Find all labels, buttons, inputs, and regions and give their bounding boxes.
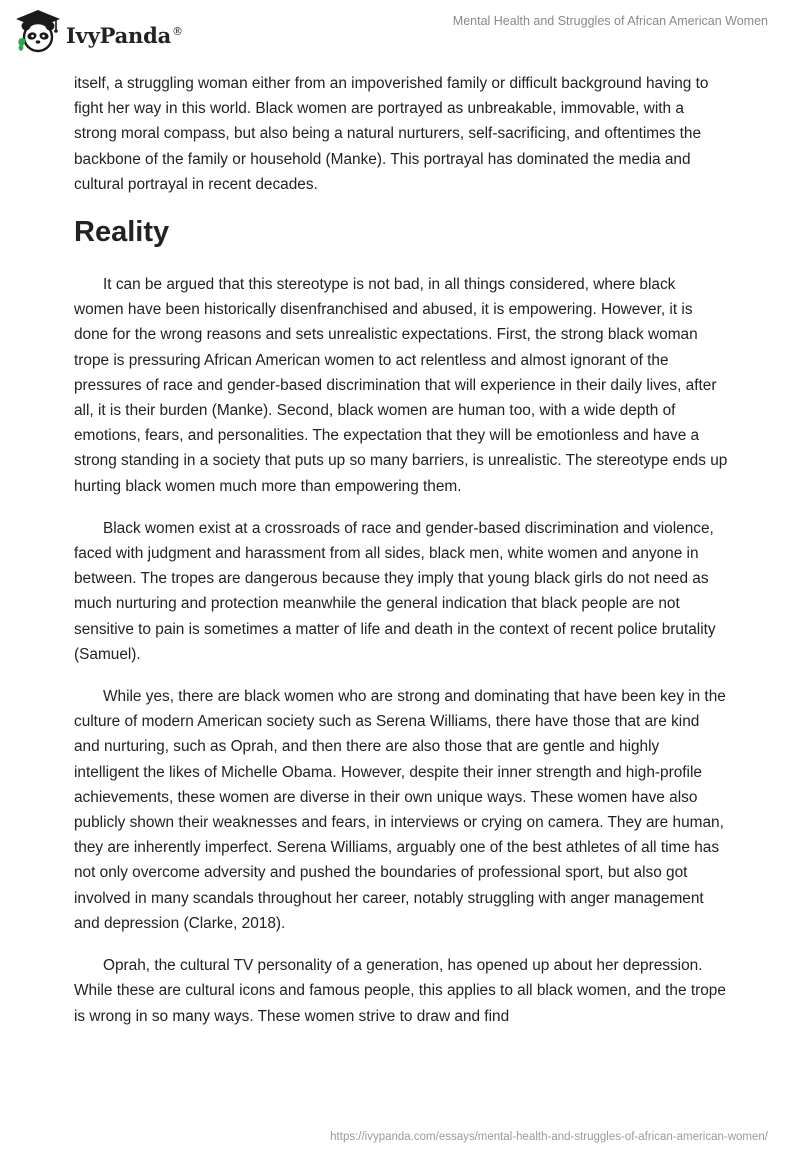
paragraph: It can be argued that this stereotype is not bad, in all things considered, where black women have been historically disenfranchised and abused, it is empowering. However, it is done for the wrong reasons and sets unrealistic expectations. First, the strong black woman trope is pressuring African American women to act relentless and almost ignorant of the pressures of race and gender-based discrimination that will experience in their daily lives, after all, it is their burden (Manke). Second, black women are human too, with a wide depth of emotions, fears, and personalities. The expectation that they will be emotionless and have a strong standing in a society that puts up so many barriers, is unrealistic. The stereotype ends up hurting black women much more than empowering them. bbox=[74, 276, 728, 495]
paragraph-continued: itself, a struggling woman either from an impoverished family or difficult background having to fight her way in this world. Black women are portrayed as unbreakable, immovable, with a strong moral compass, but also being a natural nurturers, self-sacrificing, and oftentimes the backbone of the family or household (Manke). This portrayal has dominated the media and cultural portrayal in recent decades. bbox=[74, 75, 709, 193]
brand-name: IvyPanda® bbox=[66, 22, 183, 48]
ivypanda-logo[interactable] bbox=[14, 8, 183, 56]
paragraph: Oprah, the cultural TV personality of a generation, has opened up about her depression. While these are cultural icons and famous people, this applies to all black women, and the trope is wrong in so many ways. These women strive to draw and find bbox=[74, 957, 726, 1025]
page-header bbox=[0, 0, 800, 70]
registered-mark: ® bbox=[172, 24, 183, 38]
essay-body bbox=[74, 71, 728, 1046]
panda-graduate-icon bbox=[14, 8, 62, 56]
section-heading-reality: Reality bbox=[74, 216, 170, 249]
paragraph: Black women exist at a crossroads of race and gender-based discrimination and violence, faced with judgment and harassment from all sides, black men, white women and anyone in between. The tropes are dangerous because they imply that young black girls do not need as much nurturing and protection meanwhile the general indication that black people are not sensitive to pain is sometimes a matter of life and death in the context of recent police brutality (Samuel). bbox=[74, 519, 716, 663]
document-title: Mental Health and Struggles of African American Women bbox=[452, 14, 768, 28]
paragraph: While yes, there are black women who are strong and dominating that have been key in the culture of modern American society such as Serena Williams, there have those that are kind and nurturing, such as Oprah, and then there are also those that are gentle and highly intelligent the likes of Michelle Obama. However, despite their inner strength and high-profile achievements, these women are diverse in their own unique ways. These women have also publicly shown their weaknesses and fears, in interviews or crying on camera. They are human, they are inherently imperfect. Serena Williams, arguably one of the best athletes of all time has not only overcome adversity and pushed the boundaries of professional sport, but also got involved in many scandals throughout her career, notably struggling with anger management and depression (Clarke, 2018). bbox=[74, 688, 726, 932]
source-url-link[interactable]: https://ivypanda.com/essays/mental-health-and-struggles-of-african-american-women/ bbox=[330, 1131, 768, 1143]
